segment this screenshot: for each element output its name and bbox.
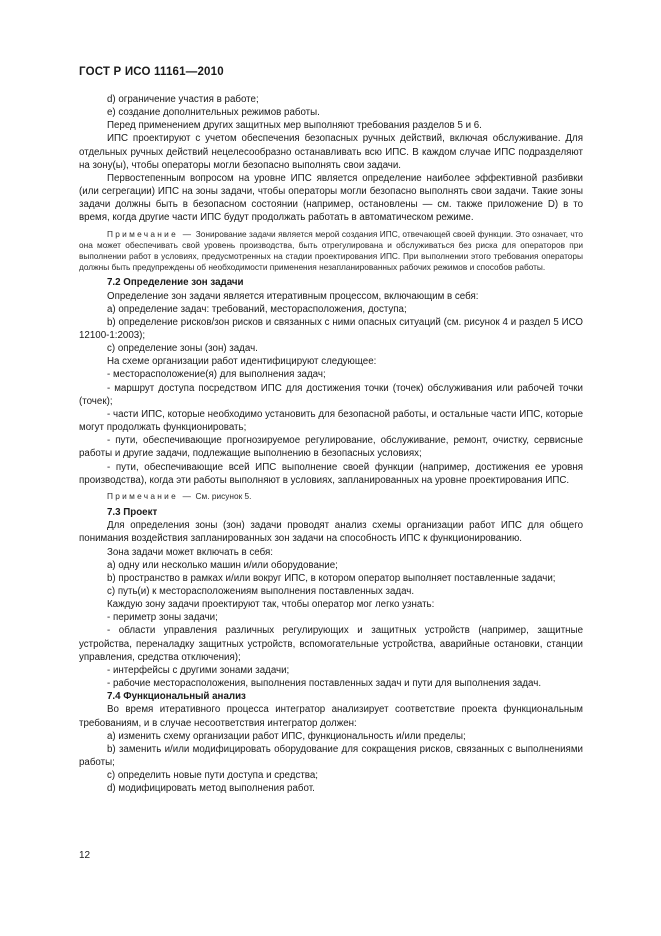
note-text: Зонирование задачи является мерой создания ИПС, отвечающей своей функции. Это означает, что она может обеспечивать свой уровень производства, быть отрегулирована и обслуживаться без риска для операторов при выполнении работ в условиях, предусмотренных на стадии проектирования ИПС. При выполнении этого требования операторы должны быть предупреждены об необходимости применения незапланированных рабочих режимов и способов работы. [79,228,583,273]
section-heading: 7.2 Определение зон задачи [107,277,244,289]
list-item: c) определить новые пути доступа и средства; [107,770,318,782]
list-item: a) одну или несколько машин и/или оборудование; [107,559,338,571]
note [79,229,583,274]
list-item: a) определение задач: требований, месторасположения, доступа; [107,303,407,315]
list-item: b) заменить и/или модифицировать оборудование для сокращения рисков, связанных с выполнениями работы; [79,743,583,769]
paragraph: Каждую зону задачи проектируют так, чтобы оператор мог легко узнать: [107,599,435,611]
dash-item: - пути, обеспечивающие всей ИПС выполнение своей функции (например, достижения ее уровня производства), когда эти работы выполняют в условиях, запланированных на уровне проектирования ИПС. [79,461,583,486]
note-label: Примечание — [107,490,194,501]
dash-item: - периметр зоны задачи; [107,612,218,624]
section-heading: 7.3 Проект [107,507,158,519]
paragraph: ИПС проектируют с учетом обеспечения безопасных ручных действий, включая обслуживание. Для отдельных ручных действий нецелесообразно останавливать всю ИПС. В каждом случае ИПС подразделяют на зону(ы), чтобы операторы могли безопасно выполнять свои задачи. [79,133,583,171]
body-text [79,93,583,796]
paragraph: Перед применением других защитных мер выполняют требования разделов 5 и 6. [107,120,482,132]
dash-item: - интерфейсы с другими зонами задачи; [107,664,290,676]
list-item: b) пространство в рамках и/или вокруг ИПС, в котором оператор выполняет поставленные задачи; [107,572,556,584]
paragraph: На схеме организации работ идентифицируют следующее: [107,356,377,368]
paragraph: Первостепенным вопросом на уровне ИПС является определение наиболее эффективной разбивки (или сегрегации) ИПС на зоны задачи, чтобы операторы могли безопасно выполнять свои задачи. Такие зоны задачи должны быть в безопасном состоянии (например, остановлены — см. также приложение D) в то время, когда другие части ИПС будут продолжать работать в автоматическом режиме. [79,172,583,224]
list-item: d) ограничение участия в работе; [107,94,259,105]
list-item: b) определение рисков/зон рисков и связанных с ними опасных ситуаций (см. рисунок 4 и раздел 5 ИСО 12100-1:2003); [79,316,583,341]
list-item: a) изменить схему организации работ ИПС, функциональность и/или пределы; [107,730,466,742]
dash-item: - пути, обеспечивающие прогнозируемое регулирование, обслуживание, ремонт, очистку, сервисные работы и другие задачи, подлежащие выполнению в безопасных условиях; [79,435,583,460]
list-item: d) модифицировать метод выполнения работ. [107,783,315,795]
paragraph: Во время итеративного процесса интегратор анализирует соответствие проекта функциональным требованиям, и в случае несоответствия интегратор должен: [79,704,583,729]
paragraph: Определение зон задачи является итеративным процессом, включающим в себя: [107,290,479,302]
note-label: Примечание — [107,228,194,239]
standard-designation: ГОСТ Р ИСО 11161—2010 [79,66,224,78]
page-number: 12 [79,850,91,861]
note-text: См. рисунок 5. [195,490,252,501]
dash-item: - части ИПС, которые необходимо установить для безопасной работы, и остальные части ИПС, которые могут продолжать функционировать; [79,408,583,434]
dash-item: - месторасположение(я) для выполнения задач; [107,369,326,381]
paragraph: Зона задачи может включать в себя: [107,546,273,558]
section-heading: 7.4 Функциональный анализ [107,691,246,703]
list-item: c) определение зоны (зон) задач. [107,343,258,355]
dash-item: - рабочие месторасположения, выполнения поставленных задач и пути для выполнения задач. [107,678,542,690]
list-item: c) путь(и) к месторасположениям выполнения поставленных задач. [107,586,415,598]
list-item: e) создание дополнительных режимов работы. [107,107,320,119]
dash-item: - области управления различных регулирующих и защитных устройств (например, защитные устройства, переналадку защитных устройств, вспомогательные устройства, аварийные остановки, станции управления, средства отключения); [79,625,583,663]
note [79,491,583,502]
paragraph: Для определения зоны (зон) задачи проводят анализ схемы организации работ ИПС для общего понимания воздействия запланированных зон задачи на способность ИПС к функционированию. [79,520,583,545]
dash-item: - маршрут доступа посредством ИПС для достижения точки (точек) обслуживания или рабочей точки (точек); [79,382,583,407]
